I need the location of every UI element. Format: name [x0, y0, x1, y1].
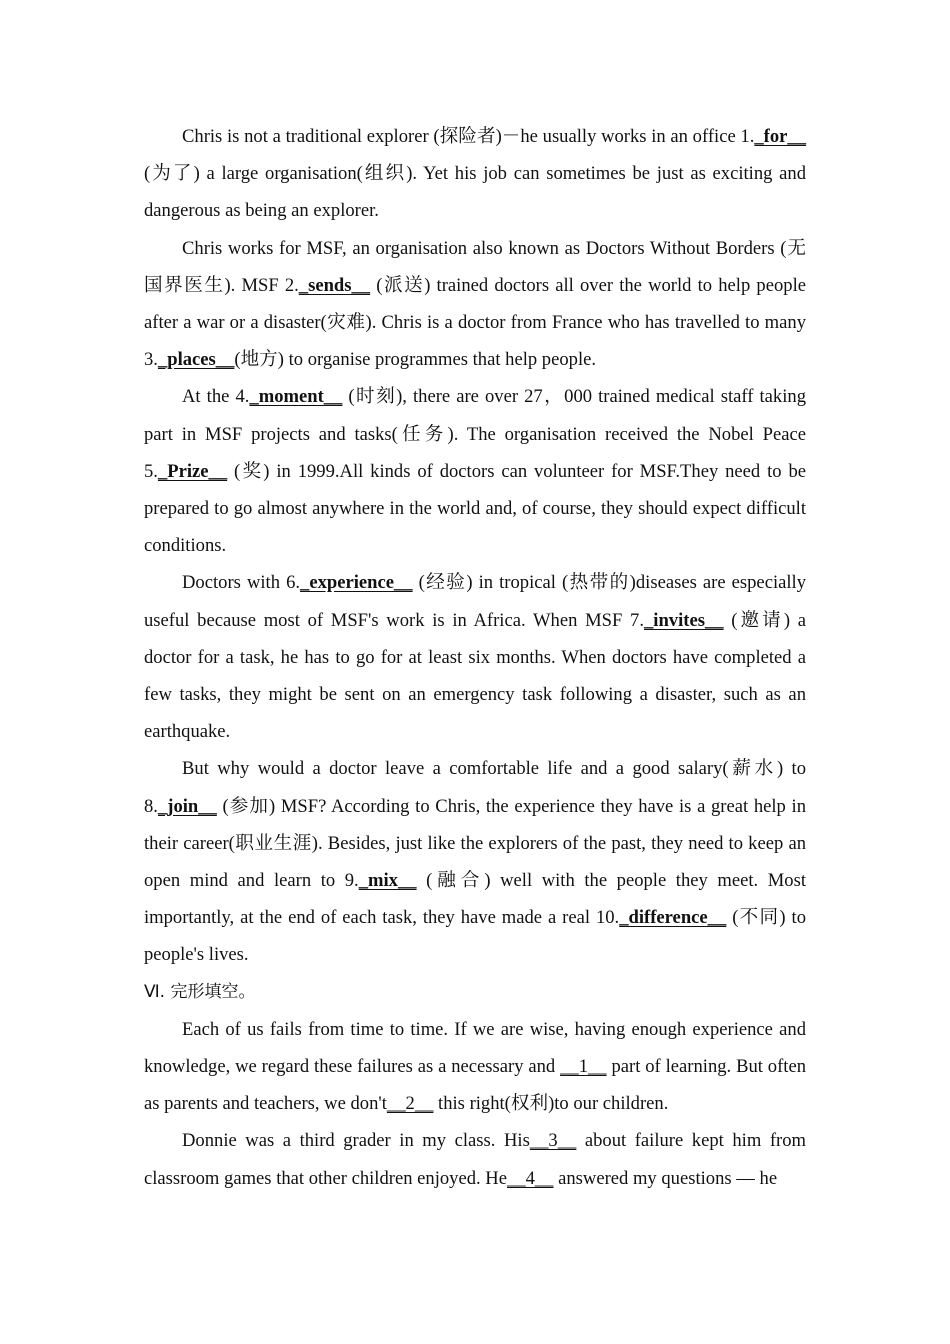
text-run: At the 4. — [182, 386, 250, 408]
text-run: answered my questions — he — [553, 1167, 778, 1189]
answer-blank: _experience__ — [300, 572, 413, 594]
cloze-blank: __2__ — [386, 1093, 434, 1115]
passage-paragraph-3 — [144, 378, 806, 564]
text-run: (参加) MSF? According to Chris, the experience they have is a great help in their career(职业生涯). Besides, just like the explorers of the past, they need to keep an open mind and learn to 9. — [144, 795, 806, 892]
text-run: this right(权利)to our children. — [433, 1093, 669, 1115]
document-page — [144, 118, 806, 1197]
text-run: Doctors with 6. — [182, 572, 301, 594]
answer-blank: _moment__ — [249, 386, 343, 408]
text-run: (奖) in 1999.All kinds of doctors can volunteer for MSF.They need to be prepared to go almost anywhere in the world and, of course, they should expect difficult conditions. — [144, 460, 806, 557]
section-heading: Ⅵ. 完形填空。 — [144, 981, 256, 1002]
cloze-paragraph-2 — [144, 1122, 806, 1196]
cloze-paragraph-1 — [144, 1011, 806, 1123]
text-run: (时刻), there are over 27，000 trained medical staff taking part in MSF projects and tasks(任务). The organisation received the Nobel Peace 5. — [144, 386, 806, 482]
text-run: Donnie was a third grader in my class. His — [182, 1130, 530, 1152]
text-run: (地方) to organise programmes that help people. — [234, 349, 597, 371]
answer-blank: _join__ — [157, 795, 217, 817]
cloze-blank: __3__ — [529, 1130, 577, 1152]
text-run: (经验) in tropical (热带的)diseases are especially useful because most of MSF's work is in Africa. When MSF 7. — [144, 572, 806, 631]
cloze-blank: __1__ — [560, 1056, 607, 1078]
passage — [144, 118, 806, 974]
text-run: Each of us fails from time to time. If we are wise, having enough experience and knowledge, we regard these failures as a necessary and — [144, 1018, 806, 1078]
answer-blank: _mix__ — [358, 870, 417, 892]
text-run: But why would a doctor leave a comfortable life and a good salary(薪水) to 8. — [144, 758, 806, 817]
passage-paragraph-5 — [144, 750, 806, 973]
answer-blank: _invites__ — [644, 609, 724, 631]
passage-paragraph-4 — [144, 564, 806, 750]
text-run: (不同) to people's lives. — [144, 907, 806, 966]
text-run: about failure kept him from classroom games that other children enjoyed. He — [144, 1130, 806, 1189]
text-run: (派送) trained doctors all over the world to help people after a war or a disaster(灾难). Chris is a doctor from France who has travelled to many 3. — [144, 274, 806, 371]
cloze-blank: __4__ — [506, 1167, 554, 1189]
text-run: Chris is not a traditional explorer (探险者)－he usually works in an office 1. — [182, 126, 755, 147]
text-run: (为了) a large organisation(组织). Yet his job can sometimes be just as exciting and dangerous as being an explorer. — [144, 163, 806, 222]
answer-blank: _for__ — [754, 126, 806, 147]
answer-blank: _Prize__ — [157, 460, 228, 482]
passage-paragraph-1 — [144, 118, 806, 230]
answer-blank: _difference__ — [619, 907, 727, 929]
text-run: Chris works for MSF, an organisation also known as Doctors Without Borders (无国界医生). MSF 2. — [144, 237, 806, 296]
answer-blank: _sends__ — [298, 274, 371, 296]
text-run: (融合) well with the people they meet. Most importantly, at the end of each task, they have made a real 10. — [144, 870, 806, 929]
text-run: (邀请) a doctor for a task, he has to go for at least six months. When doctors have completed a few tasks, they might be sent on an emergency task following a disaster, such as an earthquake. — [144, 609, 806, 743]
cloze-passage — [144, 1011, 806, 1197]
answer-blank: _places__ — [157, 349, 235, 371]
text-run: part of learning. But often as parents and teachers, we don't — [144, 1056, 807, 1115]
passage-paragraph-2 — [144, 230, 806, 379]
